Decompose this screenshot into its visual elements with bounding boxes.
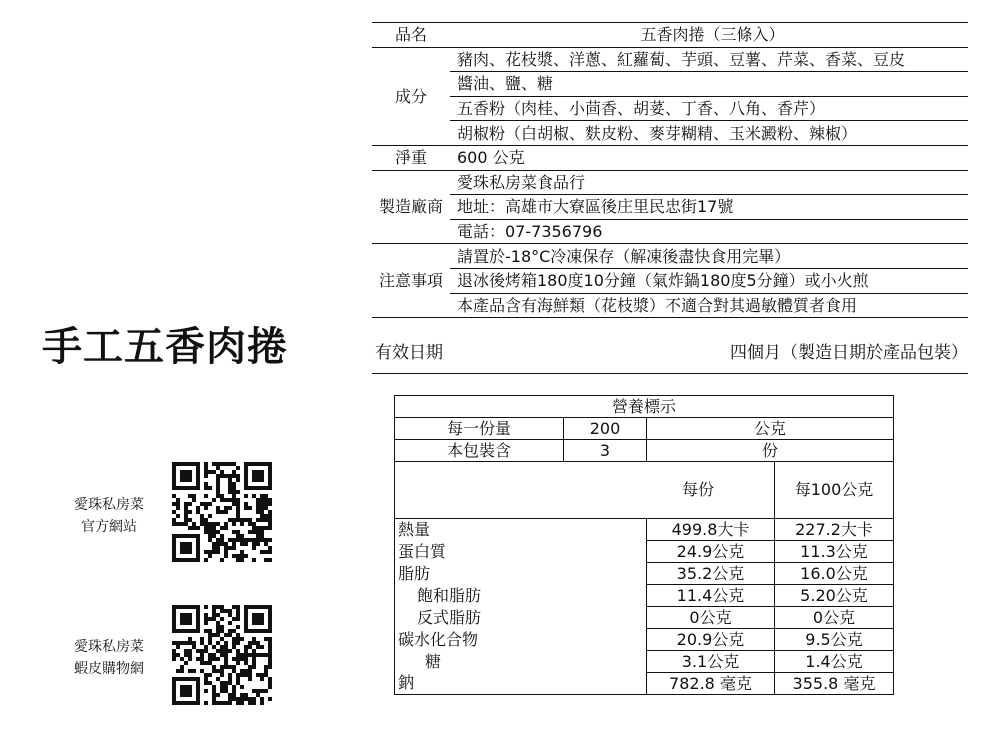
nutrition-row <box>395 541 894 563</box>
nutrient-name: 反式脂肪 <box>395 607 647 629</box>
expiry-value: 四個月（製造日期於產品包裝） <box>730 343 968 363</box>
notice-label: 注意事項 <box>372 244 450 318</box>
nutrition-row <box>395 519 894 541</box>
qr-caption-line: 愛珠私房菜 <box>74 497 144 513</box>
notice-line: 本產品含有海鮮類（花枝漿）不適合對其過敏體質者食用 <box>450 293 968 318</box>
ingredient-line: 胡椒粉（白胡椒、麩皮粉、麥芽糊精、玉米澱粉、辣椒） <box>450 121 968 146</box>
qr-caption-line: 愛珠私房菜 <box>74 639 144 655</box>
nutrient-name: 飽和脂肪 <box>395 585 647 607</box>
serving-unit: 公克 <box>647 418 894 440</box>
weight-value: 600 公克 <box>450 145 968 170</box>
product-info-table <box>372 22 968 318</box>
ingredients-label: 成分 <box>372 47 450 145</box>
nutrient-name: 碳水化合物 <box>395 629 647 651</box>
col-per-100g: 每100公克 <box>775 462 894 519</box>
nutrient-name: 熱量 <box>395 519 647 541</box>
maker-name: 愛珠私房菜食品行 <box>450 170 968 195</box>
nutrient-per-100g: 0公克 <box>775 607 894 629</box>
nutrition-table <box>394 395 894 695</box>
nutrient-per-100g: 355.8 毫克 <box>775 673 894 695</box>
ingredient-line: 豬肉、花枝漿、洋蔥、紅蘿蔔、芋頭、豆薯、芹菜、香菜、豆皮 <box>450 47 968 72</box>
ingredient-line: 五香粉（肉桂、小茴香、胡荽、丁香、八角、香芹） <box>450 96 968 121</box>
ingredient-line: 醬油、鹽、糖 <box>450 72 968 97</box>
expiry-row <box>372 324 968 374</box>
maker-address: 地址：高雄市大寮區後庄里民忠街17號 <box>450 195 968 220</box>
nutrient-per-serving: 0公克 <box>647 607 775 629</box>
nutrient-per-100g: 1.4公克 <box>775 651 894 673</box>
qr-code-icon[interactable] <box>172 462 272 562</box>
qr-caption-line: 官方網站 <box>81 519 137 535</box>
nutrient-per-serving: 499.8大卡 <box>647 519 775 541</box>
maker-phone: 電話：07-7356796 <box>450 219 968 244</box>
nutrient-per-100g: 9.5公克 <box>775 629 894 651</box>
qr-caption-website <box>34 494 184 538</box>
qr-caption-line: 蝦皮購物網 <box>74 661 144 677</box>
weight-label: 淨重 <box>372 145 450 170</box>
nutrient-per-serving: 20.9公克 <box>647 629 775 651</box>
expiry-label: 有效日期 <box>375 343 443 363</box>
notice-line: 退冰後烤箱180度10分鐘（氣炸鍋180度5分鐘）或小火煎 <box>450 268 968 293</box>
product-title: 手工五香肉捲 <box>42 323 288 370</box>
notice-line: 請置於-18°C冷凍保存（解凍後盡快食用完畢） <box>450 244 968 269</box>
nutrient-name: 鈉 <box>395 673 647 695</box>
qr-code-icon[interactable] <box>172 605 272 705</box>
nutrition-row <box>395 607 894 629</box>
nutrition-row <box>395 629 894 651</box>
nutrition-row <box>395 673 894 695</box>
pack-unit: 份 <box>647 440 894 462</box>
nutrient-per-serving: 3.1公克 <box>647 651 775 673</box>
nutrient-per-100g: 227.2大卡 <box>775 519 894 541</box>
name-label: 品名 <box>372 23 450 48</box>
nutrient-name: 脂肪 <box>395 563 647 585</box>
name-value: 五香肉捲（三條入） <box>450 23 968 48</box>
nutrient-per-100g: 5.20公克 <box>775 585 894 607</box>
nutrient-per-100g: 11.3公克 <box>775 541 894 563</box>
serving-value: 200 <box>564 418 647 440</box>
nutrient-name: 糖 <box>395 651 647 673</box>
nutrition-row <box>395 585 894 607</box>
col-per-serving: 每份 <box>395 462 775 519</box>
maker-label: 製造廠商 <box>372 170 450 244</box>
nutrition-row <box>395 563 894 585</box>
nutrition-title: 營養標示 <box>395 396 894 418</box>
nutrient-per-serving: 11.4公克 <box>647 585 775 607</box>
pack-value: 3 <box>564 440 647 462</box>
nutrition-row <box>395 651 894 673</box>
nutrient-per-serving: 782.8 毫克 <box>647 673 775 695</box>
serving-label: 每一份量 <box>395 418 564 440</box>
pack-label: 本包裝含 <box>395 440 564 462</box>
nutrient-name: 蛋白質 <box>395 541 647 563</box>
nutrient-per-serving: 24.9公克 <box>647 541 775 563</box>
qr-caption-shopee <box>34 636 184 680</box>
nutrient-per-serving: 35.2公克 <box>647 563 775 585</box>
nutrient-per-100g: 16.0公克 <box>775 563 894 585</box>
